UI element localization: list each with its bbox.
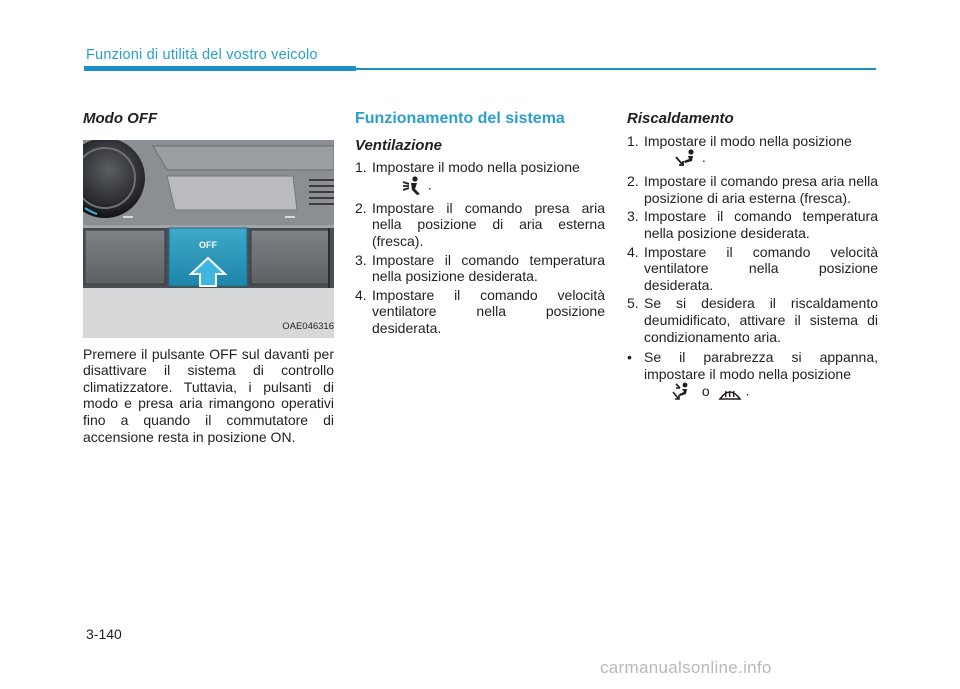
list-item [627,173,878,206]
watermark: carmanualsonline.info [600,658,772,677]
ventilazione-steps [355,159,605,336]
floor-defrost-vent-icon [672,382,694,402]
step-suffix: . [427,176,432,193]
windshield-defrost-icon [718,383,742,401]
off-button-label: OFF [199,239,217,250]
step-text: Impostare il modo nella posizione [644,132,852,149]
list-item [627,133,878,172]
paragraph-modo-off: Premere il pulsante OFF sul davanti per disattivare il sistema di controllo climatizzatore. Tuttavia, i pulsanti di modo e presa aria rimangono operativi fino a quando il commutatore di accensione resta in posizione ON. [83,345,334,445]
step-suffix: . [701,149,706,166]
bullet-mark: • [627,349,632,366]
list-item [627,295,878,345]
list-item [355,200,605,250]
column-riscaldamento [627,108,878,406]
column-funzionamento [355,108,605,339]
step-number: 2. [355,199,367,216]
subheading-riscaldamento: Riscaldamento [627,110,734,127]
list-item [355,287,605,337]
or-text: o [701,383,710,400]
step-text: Impostare il comando velocità ventilatore nella posizione desiderata. [372,286,605,336]
figure-code: OAE046316 [282,321,334,332]
floor-vent-icon [674,149,698,167]
list-item [627,244,878,294]
subheading-ventilazione: Ventilazione [355,136,442,154]
step-text: Impostare il modo nella posizione [372,159,580,176]
column-modo-off [83,108,334,445]
bullet-text: Se il parabrezza si appanna, impostare il modo nella posizione [644,349,878,382]
step-text: Impostare il comando presa aria nella posizione di aria esterna (fresca). [372,199,605,249]
list-item [355,159,605,198]
section-header-title: Funzioni di utilità del vostro veicolo [86,47,318,63]
heading-modo-off: Modo OFF [83,110,158,127]
face-vent-icon [402,176,424,196]
riscaldamento-steps [627,133,878,405]
step-number: 4. [627,243,639,260]
step-number: 1. [627,132,639,149]
step-text: Se si desidera il riscaldamento deumidificato, attivare il sistema di condizionamento aria. [644,295,878,345]
step-number: 5. [627,295,639,312]
step-text: Impostare il comando temperatura nella posizione desiderata. [644,208,878,241]
bullet-suffix: . [745,383,750,400]
step-number: 3. [355,251,367,268]
heading-funzionamento: Funzionamento del sistema [355,110,565,127]
header-rule-thick [84,66,356,71]
list-item [627,349,878,404]
step-text: Impostare il comando temperatura nella posizione desiderata. [372,251,605,285]
step-number: 4. [355,286,367,303]
figure-off-button-photo [83,140,334,338]
list-item [627,208,878,241]
climate-panel-illustration [83,140,334,338]
header-rule-thin [356,68,876,70]
step-number: 3. [627,208,639,225]
list-item [355,252,605,285]
step-text: Impostare il comando velocità ventilatore nella posizione desiderata. [644,243,878,293]
step-text: Impostare il comando presa aria nella posizione di aria esterna (fresca). [644,173,878,206]
page-number: 3-140 [86,626,122,642]
step-number: 1. [355,159,367,176]
step-number: 2. [627,173,639,190]
